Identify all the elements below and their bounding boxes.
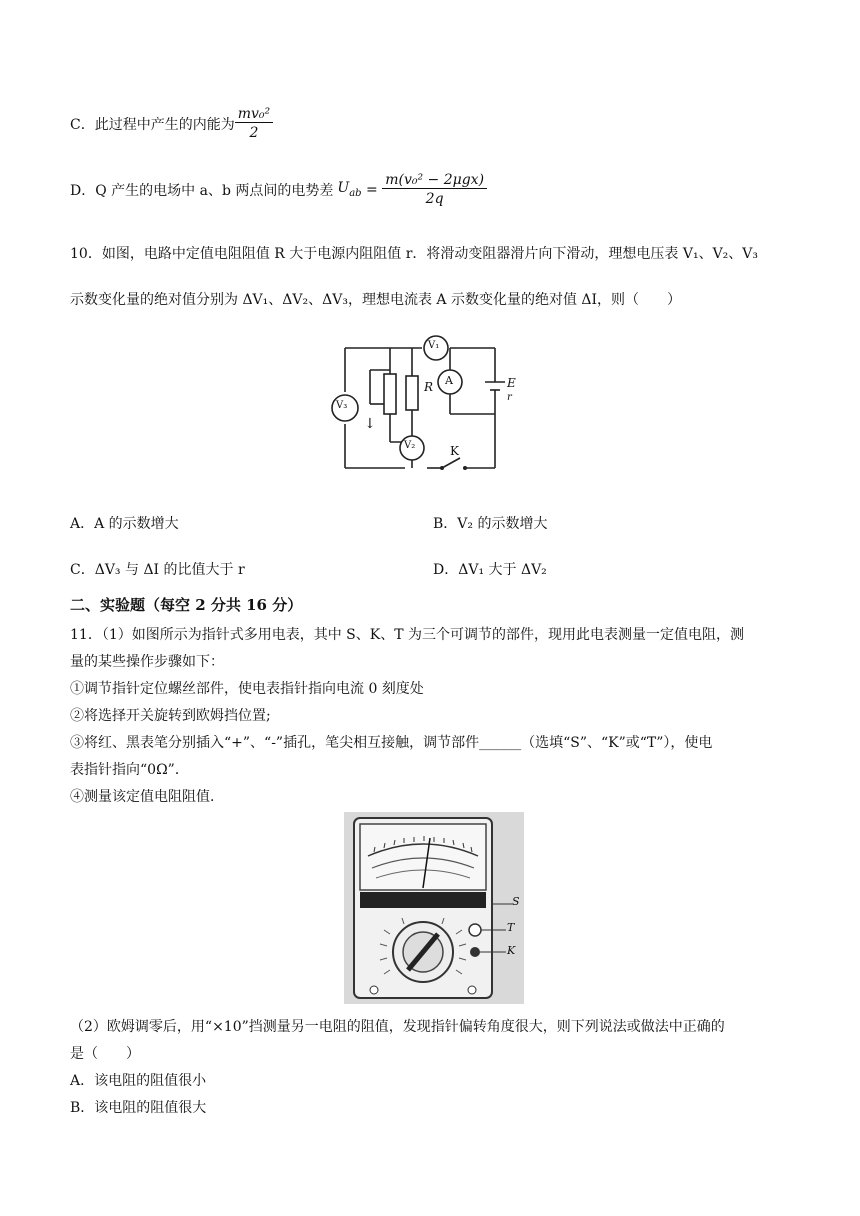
q11-part2-line2: 是（ ） (70, 1046, 140, 1062)
fraction-numerator: mv₀² (235, 106, 273, 123)
v2-label: V₂ (404, 440, 416, 451)
q9-option-c-text: C．此过程中产生的内能为 (70, 116, 235, 133)
v1-label: V₁ (428, 340, 440, 351)
q9-option-d-text: D．Q 产生的电场中 a、b 两点间的电势差 (70, 182, 334, 199)
fraction-denominator: 2q (425, 191, 444, 207)
multimeter-svg (344, 812, 524, 1004)
q10-option-c: C．ΔV₃ 与 ΔI 的比值大于 r (70, 562, 245, 578)
k-part-label: K (507, 944, 516, 957)
q10-option-a: A．A 的示数增大 (70, 516, 179, 532)
q9-option-c (70, 106, 273, 141)
ammeter-label: A (445, 374, 453, 387)
s-part-label: S (512, 895, 520, 908)
multimeter-figure (344, 812, 524, 1004)
circuit-diagram (300, 334, 515, 474)
dial-window (360, 824, 486, 890)
dark-band (360, 892, 486, 908)
rheostat-symbol (384, 374, 396, 414)
q9-option-d (70, 172, 487, 207)
potential-difference-symbol (337, 180, 361, 199)
q10-option-d: D．ΔV₁ 大于 ΔV₂ (433, 562, 547, 578)
slider-arrow-icon: ↓ (364, 416, 376, 432)
q10-stem-line1: 10．如图，电路中定值电阻阻值 R 大于电源内阻阻值 r．将滑动变阻器滑片向下滑动，理想电压表 V₁、V₂、V₃ (70, 246, 759, 262)
resistor-r-label: R (424, 380, 434, 394)
fraction-denominator: 2 (249, 125, 259, 141)
circuit-svg (300, 334, 515, 474)
fraction-numerator: m(v₀² − 2μgx) (382, 172, 487, 189)
q11-part1-line2: 量的某些操作步骤如下： (70, 654, 224, 670)
t-part-label: T (507, 921, 515, 934)
switch-pivot (440, 466, 444, 470)
q9-option-d-fraction (382, 172, 487, 207)
equals-sign: = (361, 181, 383, 198)
q11-step1: ①调节指针定位螺丝部件，使电表指针指向电流 0 刻度处 (70, 681, 424, 697)
q11-step3-line1: ③将红、黑表笔分别插入“+”、“-”插孔，笔尖相互接触，调节部件______（选填“S”、“K”或“T”），使电 (70, 735, 713, 751)
k-knob (470, 947, 480, 957)
q11-part1-line1: 11．（1）如图所示为指针式多用电表，其中 S、K、T 为三个可调节的部件，现用此电表测量一定值电阻，测 (70, 627, 745, 643)
q11-option-b: B．该电阻的阻值很大 (70, 1100, 207, 1116)
q11-part2-line1: （2）欧姆调零后，用“×10”挡测量另一电阻的阻值，发现指针偏转角度很大，则下列说法或做法中正确的 (70, 1019, 725, 1035)
q9-option-c-fraction (235, 106, 273, 141)
internal-resistance-label: r (507, 392, 512, 403)
q10-option-b: B．V₂ 的示数增大 (433, 516, 548, 532)
u-symbol: U (337, 180, 350, 197)
q11-step3-line2: 表指针指向“0Ω”． (70, 762, 189, 778)
switch-label: K (450, 444, 459, 458)
q11-step2: ②将选择开关旋转到欧姆挡位置; (70, 708, 271, 724)
u-subscript: ab (349, 187, 362, 199)
q10-stem-line2: 示数变化量的绝对值分别为 ΔV₁、ΔV₂、ΔV₃，理想电流表 A 示数变化量的绝对值 ΔI，则（ ） (70, 292, 682, 308)
q11-option-a: A．该电阻的阻值很小 (70, 1073, 207, 1089)
switch-contact (463, 466, 467, 470)
emf-label: E (507, 376, 516, 390)
q11-step4: ④测量该定值电阻阻值． (70, 789, 224, 805)
section-heading: 二、实验题（每空 2 分共 16 分） (70, 596, 303, 614)
v3-label: V₃ (336, 400, 348, 411)
t-knob (469, 924, 481, 936)
fixed-resistor-symbol (406, 376, 418, 410)
